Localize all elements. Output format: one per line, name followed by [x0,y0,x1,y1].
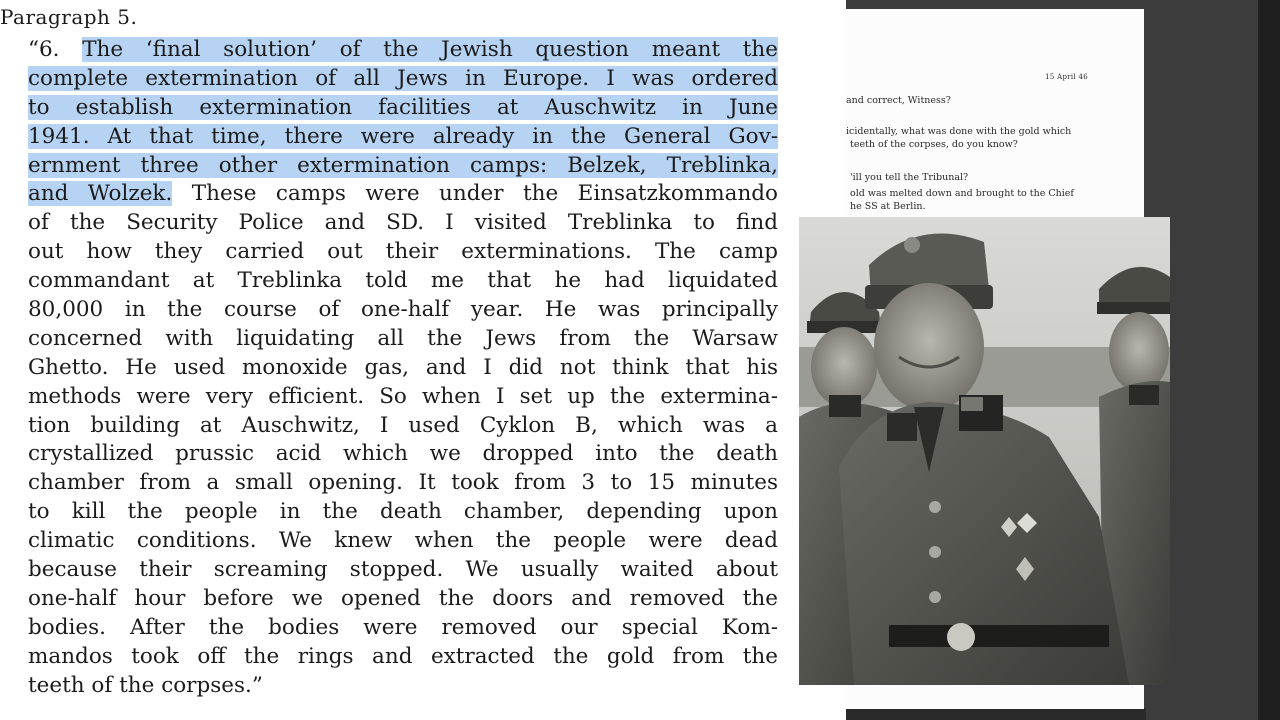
quote-line [28,94,778,123]
transcript-line: old was melted down and brought to the Chief [850,188,1074,199]
quote-line [28,527,778,556]
transcript-line: teeth of the corpses, do you know? [850,139,1018,150]
dark-edge-strip [1258,0,1280,720]
quote-line [28,556,778,585]
quote-line [28,65,778,94]
quote-text: out how they carried out their exterminations. The camp [28,239,778,265]
quote-text: tion building at Auschwitz, I used Cyklon B, which was a [28,412,778,438]
quote-line [28,180,778,209]
quote-text: of the Security Police and SD. I visited Treblinka to find [28,210,778,236]
quote-line [28,614,778,643]
quote-line [28,585,778,614]
quote-text: crystallized prussic acid which we dropped into the death [28,441,778,467]
quote-line [28,152,778,181]
paragraph-number: “6. [28,37,83,62]
quoted-affidavit [28,36,778,700]
quote-text: teeth of the corpses.” [28,672,263,698]
quote-line [28,267,778,296]
quote-line [28,643,778,672]
transcript-line: and correct, Witness? [846,95,951,106]
quote-line [28,238,778,267]
paragraph-heading: Paragraph 5. [0,5,138,29]
highlighted-text: 1941. At that time, there were already in the General Gov- [28,123,778,149]
transcript-line: 'ill you tell the Tribunal? [850,172,969,183]
highlighted-text: ernment three other extermination camps: Belzek, Treblinka, [28,152,778,178]
quote-text: mandos took off the rings and extracted the gold from the [28,643,778,669]
quote-text: 80,000 in the course of one-half year. He was principally [28,297,778,323]
highlighted-text: complete extermination of all Jews in Europe. I was ordered [28,65,778,91]
historical-photograph [799,217,1170,685]
quote-text: concerned with liquidating all the Jews from the Warsaw [28,325,778,351]
quote-line [28,36,778,65]
quote-line [28,296,778,325]
highlighted-text: The ‘final solution’ of the Jewish question meant the [82,37,778,62]
quote-line [28,440,778,469]
quote-text: commandant at Treblinka told me that he had liquidated [28,268,778,294]
transcript-line: he SS at Berlin. [850,201,926,212]
quote-text: methods were very efficient. So when I set up the extermina- [28,383,778,409]
transcript-date: 15 April 46 [1045,73,1088,81]
highlighted-text: and Wolzek. [28,181,173,207]
quote-text: These camps were under the Einsatzkommando [172,181,778,207]
quote-line [28,672,778,701]
quote-line [28,209,778,238]
quote-text: because their screaming stopped. We usually waited about [28,557,778,583]
highlighted-text: to establish extermination facilities at Auschwitz in June [28,94,778,120]
quote-line [28,412,778,441]
dark-bottom-strip [846,708,1146,720]
transcript-line: icidentally, what was done with the gold which [846,126,1072,137]
quote-line [28,469,778,498]
quote-line [28,498,778,527]
quote-line [28,354,778,383]
quote-line [28,383,778,412]
quote-text: Ghetto. He used monoxide gas, and I did not think that his [28,354,778,380]
quote-text: to kill the people in the death chamber, depending upon [28,499,778,525]
quote-text: chamber from a small opening. It took from 3 to 15 minutes [28,470,778,496]
photo-illustration [799,217,1170,685]
quote-text: one-half hour before we opened the doors and removed the [28,585,778,611]
quote-text: climatic conditions. We knew when the people were dead [28,528,778,554]
quote-line [28,325,778,354]
quote-line [28,123,778,152]
quote-text: bodies. After the bodies were removed our special Kom- [28,614,778,640]
